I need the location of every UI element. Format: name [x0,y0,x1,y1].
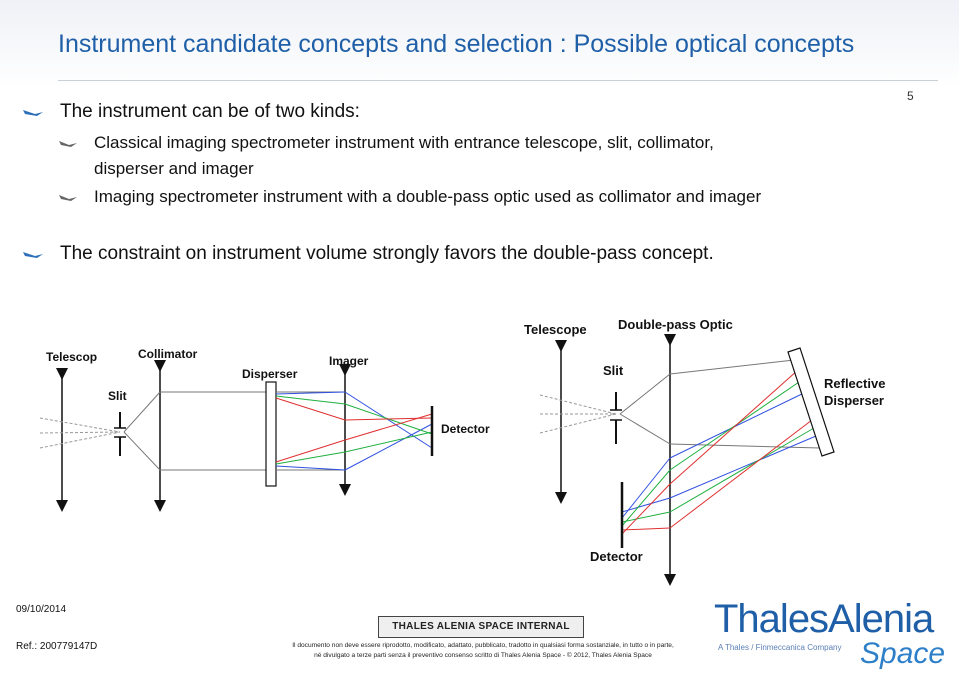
page-number: 5 [907,89,914,103]
slide-title: Instrument candidate concepts and selection : Possible optical concepts [58,30,855,58]
logo-wordmark: ThalesAlenia [714,597,934,641]
double-pass-beam [620,360,820,448]
disperser-element [266,382,276,486]
label-telescope: Telescope [524,322,587,337]
bullet-text: The constraint on instrument volume strongly favors the double-pass concept. [60,243,714,264]
bullet-text: The instrument can be of two kinds: [60,101,360,122]
legal-notice-line2: né divulgato a terze parti senza il preventivo consenso scritto di Thales Alenia Space - © 2012, Thales Alenia Space [314,652,652,659]
label-collimator: Collimator [138,347,198,361]
classical-concept-diagram [40,347,490,506]
telescope-rays [540,395,616,433]
legal-notice-line1: Il documento non deve essere riprodotto, modificato, adattato, pubblicato, tradotto in qualsiasi forma sostanziale, in tutto o in parte, [292,642,674,649]
label-slit: Slit [603,363,624,378]
collimator-beam [124,392,268,470]
bullet-text: Imaging spectrometer instrument with a double-pass optic used as collimator and imager [94,187,762,206]
label-disperser: Disperser [824,393,884,408]
telescope-rays [40,418,120,448]
bullet-text: Classical imaging spectrometer instrument with entrance telescope, slit, collimator, [94,133,714,152]
label-double-pass-optic: Double-pass Optic [618,317,733,332]
footer-reference: Ref.: 200779147D [16,641,98,652]
classification-badge: THALES ALENIA SPACE INTERNAL [378,616,584,638]
double-pass-concept-diagram [524,317,885,580]
label-imager: Imager [329,354,369,368]
dispersed-rays [276,392,432,470]
label-slit: Slit [108,389,127,403]
footer-date: 09/10/2014 [16,604,67,615]
label-telescop: Telescop [46,350,98,364]
returning-dispersed-rays [622,370,816,534]
label-detector: Detector [590,549,643,564]
logo-tagline: A Thales / Finmeccanica Company [718,643,842,652]
bullet-text-continued: disperser and imager [94,159,254,178]
logo-space-wordmark: Space [860,637,946,670]
label-disperser: Disperser [242,367,298,381]
label-reflective: Reflective [824,376,886,391]
label-detector: Detector [441,422,490,436]
